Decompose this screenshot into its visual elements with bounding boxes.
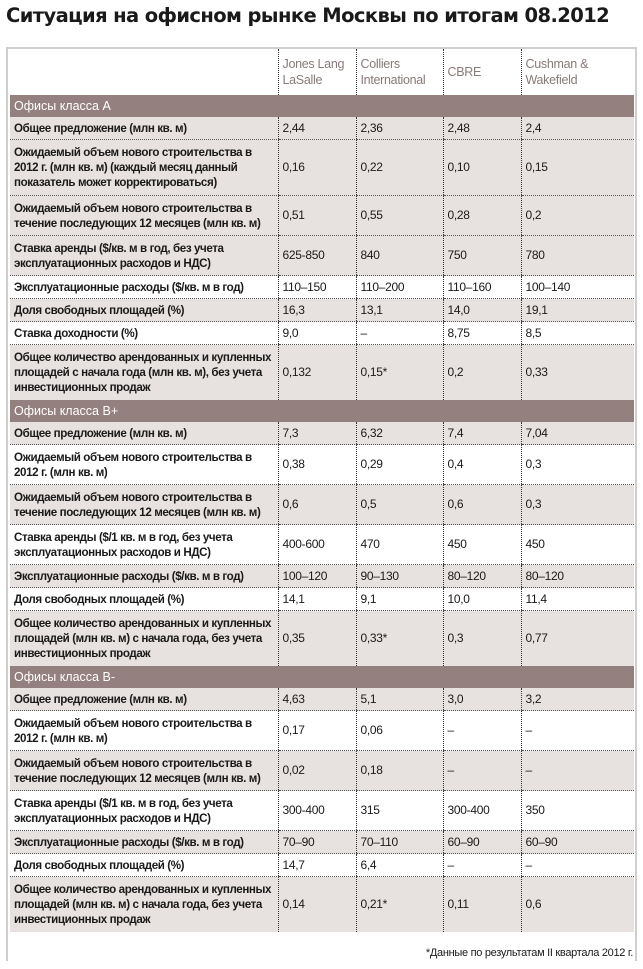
cell-cbre: 60–90 bbox=[443, 831, 521, 854]
row-label: Эксплуатационные расходы ($/кв. м в год) bbox=[10, 565, 278, 588]
row-label: Эксплуатационные расходы ($/кв. м в год) bbox=[10, 831, 278, 854]
row-label: Ожидаемый объем нового строительства в течение последующих 12 месяцев (млн кв. м) bbox=[10, 751, 278, 791]
cell-cushman: 0,77 bbox=[521, 611, 634, 667]
cell-cushman: 450 bbox=[521, 525, 634, 565]
row-label: Ставка аренды ($/1 кв. м в год, без учета эксплуатационных расходов и НДС) bbox=[10, 525, 278, 565]
cell-cushman: 80–120 bbox=[521, 565, 634, 588]
cell-colliers: 9,1 bbox=[356, 588, 443, 611]
table-row bbox=[10, 791, 634, 831]
table-row bbox=[10, 345, 634, 401]
row-label: Ожидаемый объем нового строительства в течение последующих 12 месяцев (млн кв. м) bbox=[10, 196, 278, 236]
row-label: Ожидаемый объем нового строительства в течение последующих 12 месяцев (млн кв. м) bbox=[10, 485, 278, 525]
table-row bbox=[10, 299, 634, 322]
section-header-class-b-minus: Офисы класса В- bbox=[10, 666, 634, 688]
table-row bbox=[10, 588, 634, 611]
cell-cbre: 110–160 bbox=[443, 276, 521, 299]
cell-jll: 16,3 bbox=[278, 299, 356, 322]
cell-cushman: 19,1 bbox=[521, 299, 634, 322]
cell-colliers: 840 bbox=[356, 236, 443, 276]
cell-cbre: 0,28 bbox=[443, 196, 521, 236]
cell-cbre: 3,0 bbox=[443, 688, 521, 711]
cell-colliers: 90–130 bbox=[356, 565, 443, 588]
cell-cushman: – bbox=[521, 751, 634, 791]
row-label: Доля свободных площадей (%) bbox=[10, 854, 278, 877]
cell-jll: 400-600 bbox=[278, 525, 356, 565]
cell-cbre: 300-400 bbox=[443, 791, 521, 831]
row-label: Общее количество арендованных и купленных площадей с начала года (млн кв. м), без учета инвестиционных продаж bbox=[10, 345, 278, 401]
cell-colliers: 0,33* bbox=[356, 611, 443, 667]
cell-jll: 0,51 bbox=[278, 196, 356, 236]
row-label: Общее предложение (млн кв. м) bbox=[10, 117, 278, 140]
cell-cbre: – bbox=[443, 711, 521, 751]
cell-cushman: 0,3 bbox=[521, 445, 634, 485]
cell-cushman: 0,15 bbox=[521, 140, 634, 196]
cell-jll: 4,63 bbox=[278, 688, 356, 711]
table-row bbox=[10, 140, 634, 196]
cell-cushman: 0,6 bbox=[521, 877, 634, 933]
section-header-class-b-plus: Офисы класса В+ bbox=[10, 400, 634, 422]
cell-cushman: 2,4 bbox=[521, 117, 634, 140]
row-label: Ожидаемый объем нового строительства в 2012 г. (млн кв. м) bbox=[10, 445, 278, 485]
row-label: Ставка аренды ($/кв. м в год, без учета эксплуатационных расходов и НДС) bbox=[10, 236, 278, 276]
table-row bbox=[10, 751, 634, 791]
table-row bbox=[10, 877, 634, 933]
row-label: Ставка аренды ($/1 кв. м в год, без учета эксплуатационных расходов и НДС) bbox=[10, 791, 278, 831]
cell-cbre: 10,0 bbox=[443, 588, 521, 611]
row-label: Ставка доходности (%) bbox=[10, 322, 278, 345]
table-row bbox=[10, 688, 634, 711]
cell-jll: 0,132 bbox=[278, 345, 356, 401]
cell-colliers: 470 bbox=[356, 525, 443, 565]
table-row bbox=[10, 276, 634, 299]
table-row bbox=[10, 236, 634, 276]
table-row bbox=[10, 525, 634, 565]
header-row bbox=[10, 49, 634, 95]
cell-cbre: 0,3 bbox=[443, 611, 521, 667]
row-label: Общее количество арендованных и купленных площадей (млн кв. м) с начала года, без учета инвестиционных продаж bbox=[10, 611, 278, 667]
cell-cushman: 100–140 bbox=[521, 276, 634, 299]
cell-colliers: 110–200 bbox=[356, 276, 443, 299]
table-row bbox=[10, 831, 634, 854]
cell-cbre: – bbox=[443, 751, 521, 791]
header-colliers: Colliers International bbox=[356, 49, 443, 95]
table-row bbox=[10, 196, 634, 236]
cell-colliers: 0,5 bbox=[356, 485, 443, 525]
cell-colliers: 0,22 bbox=[356, 140, 443, 196]
cell-cbre: 0,2 bbox=[443, 345, 521, 401]
cell-cushman: – bbox=[521, 854, 634, 877]
section-header-class-a: Офисы класса А bbox=[10, 95, 634, 117]
cell-jll: 0,6 bbox=[278, 485, 356, 525]
cell-colliers: 6,32 bbox=[356, 422, 443, 445]
cell-cushman: 350 bbox=[521, 791, 634, 831]
table-row bbox=[10, 445, 634, 485]
cell-colliers: 0,06 bbox=[356, 711, 443, 751]
row-label: Доля свободных площадей (%) bbox=[10, 299, 278, 322]
cell-cbre: 0,11 bbox=[443, 877, 521, 933]
header-empty bbox=[10, 49, 278, 95]
cell-colliers: 0,15* bbox=[356, 345, 443, 401]
cell-cushman: 8,5 bbox=[521, 322, 634, 345]
cell-cushman: 780 bbox=[521, 236, 634, 276]
cell-cushman: 0,2 bbox=[521, 196, 634, 236]
cell-cushman: 60–90 bbox=[521, 831, 634, 854]
cell-jll: 14,7 bbox=[278, 854, 356, 877]
row-label: Общее предложение (млн кв. м) bbox=[10, 688, 278, 711]
cell-jll: 0,16 bbox=[278, 140, 356, 196]
table-row bbox=[10, 422, 634, 445]
cell-jll: 0,14 bbox=[278, 877, 356, 933]
cell-cushman: 7,04 bbox=[521, 422, 634, 445]
cell-jll: 0,17 bbox=[278, 711, 356, 751]
cell-cbre: 0,4 bbox=[443, 445, 521, 485]
cell-cbre: 8,75 bbox=[443, 322, 521, 345]
cell-jll: 14,1 bbox=[278, 588, 356, 611]
cell-colliers: 2,36 bbox=[356, 117, 443, 140]
cell-colliers: 0,29 bbox=[356, 445, 443, 485]
table-row bbox=[10, 117, 634, 140]
cell-colliers: – bbox=[356, 322, 443, 345]
cell-cbre: 14,0 bbox=[443, 299, 521, 322]
cell-cushman: 0,33 bbox=[521, 345, 634, 401]
cell-jll: 2,44 bbox=[278, 117, 356, 140]
cell-cbre: 2,48 bbox=[443, 117, 521, 140]
cell-jll: 625-850 bbox=[278, 236, 356, 276]
cell-cbre: 80–120 bbox=[443, 565, 521, 588]
row-label: Доля свободных площадей (%) bbox=[10, 588, 278, 611]
table-row bbox=[10, 854, 634, 877]
header-cbre: CBRE bbox=[443, 49, 521, 95]
row-label: Общее предложение (млн кв. м) bbox=[10, 422, 278, 445]
page-title: Ситуация на офисном рынке Москвы по итогам 08.2012 bbox=[6, 4, 610, 27]
cell-cbre: 0,10 bbox=[443, 140, 521, 196]
cell-colliers: 70–110 bbox=[356, 831, 443, 854]
cell-cushman: 3,2 bbox=[521, 688, 634, 711]
cell-colliers: 315 bbox=[356, 791, 443, 831]
cell-jll: 0,02 bbox=[278, 751, 356, 791]
row-label: Ожидаемый объем нового строительства в 2012 г. (млн кв. м) bbox=[10, 711, 278, 751]
cell-cbre: 7,4 bbox=[443, 422, 521, 445]
cell-cbre: 750 bbox=[443, 236, 521, 276]
cell-jll: 110–150 bbox=[278, 276, 356, 299]
cell-cbre: 450 bbox=[443, 525, 521, 565]
cell-jll: 70–90 bbox=[278, 831, 356, 854]
cell-cushman: 0,3 bbox=[521, 485, 634, 525]
cell-cushman: – bbox=[521, 711, 634, 751]
footnote: *Данные по результатам II квартала 2012 г. bbox=[425, 947, 633, 959]
row-label: Ожидаемый объем нового строительства в 2012 г. (млн кв. м) (каждый месяц данный показатель может корректироваться) bbox=[10, 140, 278, 196]
cell-jll: 9,0 bbox=[278, 322, 356, 345]
cell-cushman: 11,4 bbox=[521, 588, 634, 611]
cell-jll: 300-400 bbox=[278, 791, 356, 831]
cell-jll: 100–120 bbox=[278, 565, 356, 588]
cell-colliers: 5,1 bbox=[356, 688, 443, 711]
cell-jll: 0,38 bbox=[278, 445, 356, 485]
header-cushman: Cushman & Wakefield bbox=[521, 49, 634, 95]
header-jll: Jones Lang LaSalle bbox=[278, 49, 356, 95]
table-row bbox=[10, 485, 634, 525]
cell-jll: 0,35 bbox=[278, 611, 356, 667]
cell-colliers: 0,21* bbox=[356, 877, 443, 933]
cell-jll: 7,3 bbox=[278, 422, 356, 445]
cell-colliers: 6,4 bbox=[356, 854, 443, 877]
cell-cbre: 0,6 bbox=[443, 485, 521, 525]
cell-colliers: 0,18 bbox=[356, 751, 443, 791]
table-row bbox=[10, 711, 634, 751]
table-row bbox=[10, 322, 634, 345]
cell-cbre: – bbox=[443, 854, 521, 877]
cell-colliers: 0,55 bbox=[356, 196, 443, 236]
row-label: Общее количество арендованных и купленных площадей (млн кв. м) с начала года, без учета инвестиционных продаж bbox=[10, 877, 278, 933]
cell-colliers: 13,1 bbox=[356, 299, 443, 322]
table-row bbox=[10, 611, 634, 667]
office-market-table bbox=[10, 49, 634, 932]
row-label: Эксплуатационные расходы ($/кв. м в год) bbox=[10, 276, 278, 299]
table-row bbox=[10, 565, 634, 588]
